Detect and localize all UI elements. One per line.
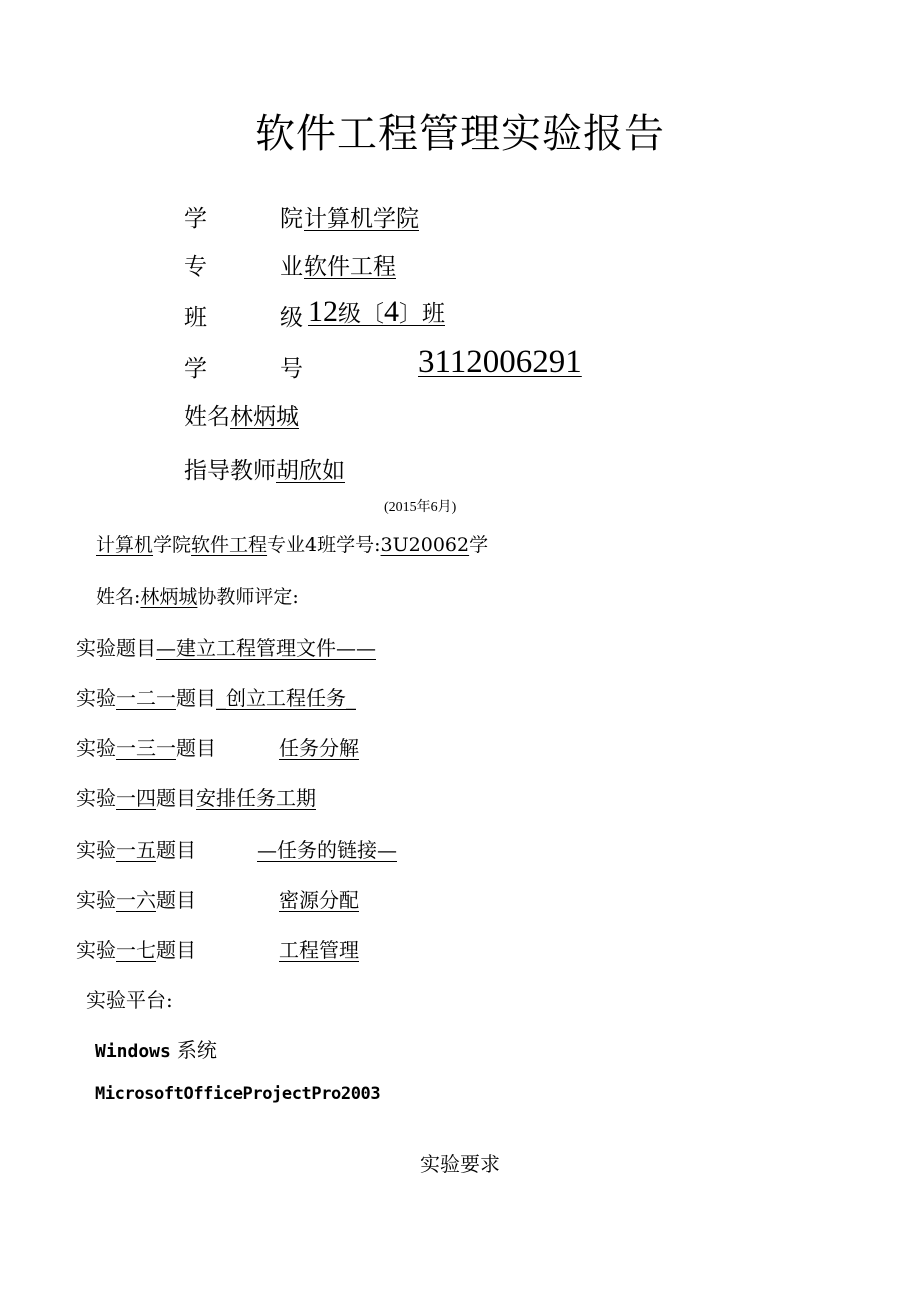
experiment-number: 一三一 bbox=[116, 736, 176, 760]
line2-label: 姓名: bbox=[96, 586, 141, 608]
label-college-b: 院 bbox=[280, 206, 303, 232]
label-id-b: 号 bbox=[280, 356, 303, 382]
experiment-5 bbox=[76, 884, 496, 914]
value-major: 软件工程 bbox=[304, 254, 396, 280]
label-teacher: 指导教师 bbox=[184, 458, 276, 484]
experiment-title: 密源分配 bbox=[279, 888, 359, 912]
value-college: 计算机学院 bbox=[304, 206, 419, 232]
experiment-prefix: 实验 bbox=[76, 838, 116, 862]
experiment-suffix: 题目 bbox=[156, 888, 196, 912]
platform-os-name: Windows bbox=[95, 1041, 171, 1062]
line1-label: 专业4班学号: bbox=[267, 534, 381, 556]
experiment-prefix: 实验 bbox=[76, 888, 116, 912]
platform-os bbox=[95, 1034, 217, 1063]
info-name bbox=[184, 398, 299, 431]
experiment-4 bbox=[76, 834, 496, 864]
experiment-number: 一二一 bbox=[116, 686, 176, 710]
class-mid: 级〔 bbox=[338, 301, 384, 327]
experiment-title: —任务的链接— bbox=[257, 838, 397, 862]
experiment-prefix: 实验题目 bbox=[76, 636, 156, 660]
label-class-a: 班 bbox=[184, 305, 207, 331]
experiment-prefix: 实验 bbox=[76, 938, 116, 962]
experiment-0 bbox=[76, 632, 376, 661]
experiment-prefix: 实验 bbox=[76, 686, 116, 710]
experiment-prefix: 实验 bbox=[76, 786, 116, 810]
platform-software: MicrosoftOfficeProjectPro2003 bbox=[95, 1084, 381, 1104]
experiment-suffix: 题目 bbox=[156, 838, 196, 862]
experiment-number: 一五 bbox=[116, 838, 156, 862]
line1-college-suffix: 学院 bbox=[153, 534, 192, 556]
info-teacher bbox=[184, 452, 345, 485]
experiment-suffix: 题目 bbox=[176, 736, 216, 760]
experiment-2 bbox=[76, 732, 496, 762]
info-college bbox=[184, 200, 604, 232]
label-major-a: 专 bbox=[184, 254, 207, 280]
page-title: 软件工程管理实验报告 bbox=[255, 111, 665, 157]
experiment-3 bbox=[76, 782, 316, 811]
class-year: 12 bbox=[308, 295, 338, 328]
label-major-b: 业 bbox=[280, 254, 303, 280]
experiment-number: 一六 bbox=[116, 888, 156, 912]
label-id-a: 学 bbox=[184, 356, 207, 382]
line1-major: 软件工程 bbox=[191, 534, 268, 556]
experiment-title: —建立工程管理文件—— bbox=[156, 636, 376, 660]
experiment-title: 安排任务工期 bbox=[196, 786, 316, 810]
experiment-title: _创立工程任务_ bbox=[216, 686, 356, 710]
experiment-suffix: 题目 bbox=[176, 686, 216, 710]
label-class-b: 级 bbox=[280, 305, 303, 331]
line1-student-id: 3U20062 bbox=[380, 534, 470, 556]
line2-teacher: 协教师评定: bbox=[197, 586, 299, 608]
experiment-title: 工程管理 bbox=[279, 938, 359, 962]
line-class-info bbox=[96, 530, 488, 557]
platform-os-suffix: 系统 bbox=[176, 1038, 217, 1062]
experiment-1 bbox=[76, 682, 356, 711]
experiment-number: 一七 bbox=[116, 938, 156, 962]
experiment-number: 一四 bbox=[116, 786, 156, 810]
value-teacher: 胡欣如 bbox=[276, 458, 345, 484]
label-college-a: 学 bbox=[184, 206, 207, 232]
value-student-id: 3112006291 bbox=[418, 344, 582, 380]
platform-label: 实验平台: bbox=[86, 988, 173, 1012]
line1-college: 计算机 bbox=[96, 534, 154, 556]
line2-name: 林炳城 bbox=[140, 586, 198, 608]
label-name: 姓名 bbox=[184, 404, 230, 430]
info-student-id bbox=[184, 344, 604, 384]
class-end: 〕班 bbox=[399, 301, 445, 327]
info-major bbox=[184, 248, 604, 280]
report-date: (2015年6月) bbox=[384, 500, 457, 515]
line-name-info bbox=[96, 582, 299, 609]
experiment-suffix: 题目 bbox=[156, 786, 196, 810]
section-requirements: 实验要求 bbox=[420, 1152, 500, 1176]
value-class bbox=[308, 295, 445, 329]
info-class bbox=[184, 295, 604, 331]
experiment-prefix: 实验 bbox=[76, 736, 116, 760]
class-number: 4 bbox=[384, 295, 399, 328]
line1-end: 学 bbox=[469, 534, 489, 556]
value-name: 林炳城 bbox=[230, 404, 299, 430]
experiment-suffix: 题目 bbox=[156, 938, 196, 962]
experiment-6 bbox=[76, 934, 496, 964]
experiment-title: 任务分解 bbox=[279, 736, 359, 760]
